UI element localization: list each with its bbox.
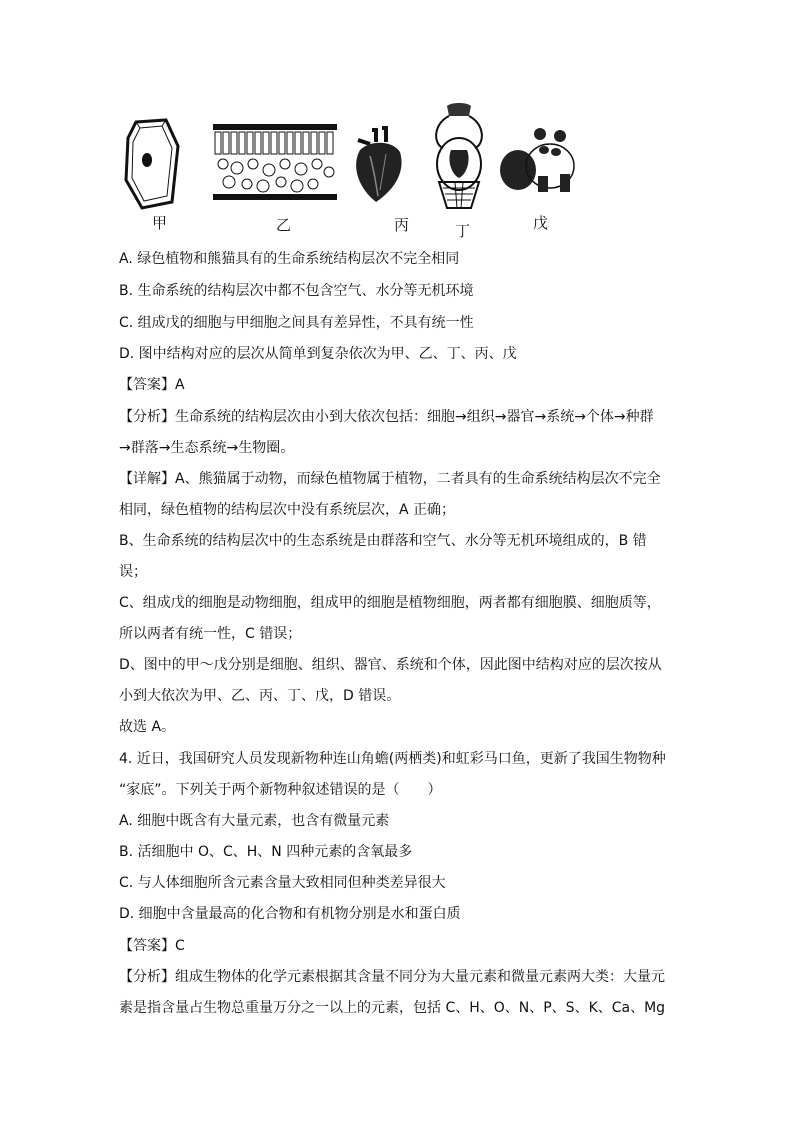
figure-structures <box>118 100 588 240</box>
q4-option-d: D. 细胞中含量最高的化合物和有机物分别是水和蛋白质 <box>119 906 461 922</box>
q4-option-c: C. 与人体细胞所含元素含量大致相同但种类差异很大 <box>119 875 446 891</box>
q4-option-b: B. 活细胞中 O、C、H、N 四种元素的含氧最多 <box>119 844 413 860</box>
q4-stem-line-1: 4. 近日，我国研究人员发现新物种连山角蟾(两栖类)和虹彩马口鱼，更新了我国生物物种 <box>119 751 666 767</box>
q3-choose: 故选 A。 <box>119 719 176 735</box>
q3-answer: 【答案】A <box>119 377 185 393</box>
q3-detail-line-2: 相同，绿色植物的结构层次中没有系统层次，A 正确； <box>119 502 456 518</box>
q4-analysis-line-2: 素是指含量占生物总重量万分之一以上的元素，包括 C、H、O、N、P、S、K、Ca、Mg <box>119 1000 666 1016</box>
q3-analysis-line-1: 【分析】生命系统的结构层次由小到大依次包括：细胞→组织→器官→系统→个体→种群 <box>119 409 654 425</box>
heart-figure <box>350 126 408 206</box>
q3-detail-line-1: 【详解】A、熊猫属于动物，而绿色植物属于植物，二者具有的生命系统结构层次不完全 <box>119 471 661 487</box>
digestive-system-figure <box>429 102 489 218</box>
q4-option-a: A. 细胞中既含有大量元素，也含有微量元素 <box>119 813 390 829</box>
q3-option-c: C. 组成戊的细胞与甲细胞之间具有差异性，不具有统一性 <box>119 315 474 331</box>
q3-detail-line-8: 小到大依次为甲、乙、丙、丁、戊，D 错误。 <box>119 688 401 704</box>
q3-option-a: A. 绿色植物和熊猫具有的生命系统结构层次不完全相同 <box>119 251 460 267</box>
q3-detail-line-4: 误； <box>119 564 147 580</box>
q3-detail-line-7: D、图中的甲～戊分别是细胞、组织、器官、系统和个体，因此图中结构对应的层次按从 <box>119 657 662 673</box>
figure-label-jia: 甲 <box>152 214 168 232</box>
q3-detail-line-5: C、组成戊的细胞是动物细胞，组成甲的细胞是植物细胞，两者都有细胞膜、细胞质等， <box>119 595 661 611</box>
q3-analysis-line-2: →群落→生态系统→生物圈。 <box>119 440 295 456</box>
panda-figure <box>498 126 578 196</box>
q3-option-d: D. 图中结构对应的层次从简单到复杂依次为甲、乙、丁、丙、戊 <box>119 346 517 362</box>
q4-stem-line-2: “家底”。下列关于两个新物种叙述错误的是（ ） <box>119 782 442 798</box>
q3-detail-line-3: B、生命系统的结构层次中的生态系统是由群落和空气、水分等无机环境组成的，B 错 <box>119 533 647 549</box>
leaf-tissue-figure <box>211 122 339 204</box>
figure-label-wu: 戊 <box>533 214 549 232</box>
q4-analysis-line-1: 【分析】组成生物体的化学元素根据其含量不同分为大量元素和微量元素两大类：大量元 <box>119 969 665 985</box>
q3-detail-line-6: 所以两者有统一性，C 错误； <box>119 626 302 642</box>
q3-option-b: B. 生命系统的结构层次中都不包含空气、水分等无机环境 <box>119 283 474 299</box>
q4-answer: 【答案】C <box>119 938 185 954</box>
figure-label-ding: 丁 <box>455 222 471 240</box>
plant-cell-figure <box>122 118 180 210</box>
figure-label-bing: 丙 <box>394 216 410 234</box>
figure-label-yi: 乙 <box>276 216 292 234</box>
